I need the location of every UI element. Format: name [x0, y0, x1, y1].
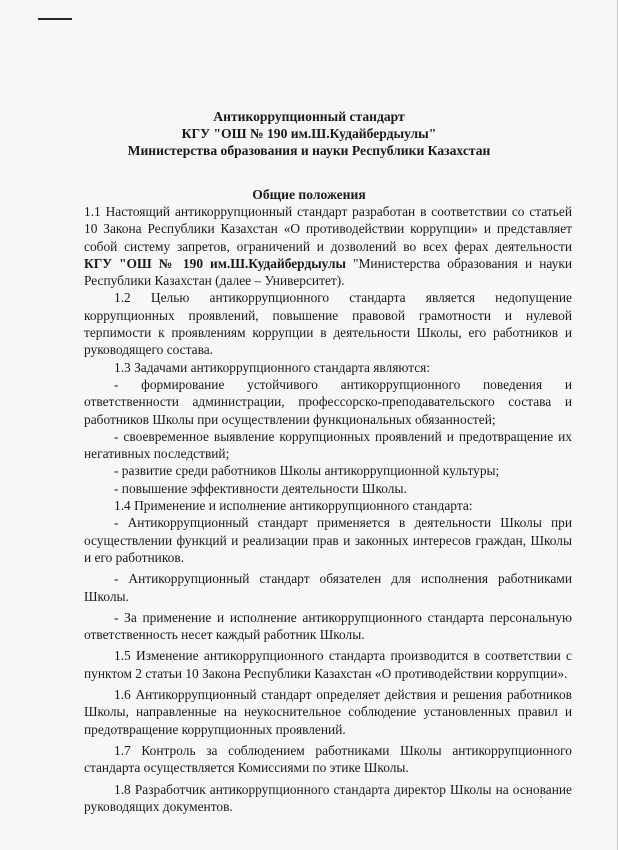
list-item: - Антикоррупционный стандарт применяется в деятельности Школы при осуществлении функций и реализации прав и законных интересов граждан, Школы и его работников. [84, 515, 572, 565]
list-item: - своевременное выявление коррупционных проявлений и предотвращение их негативных последствий; [84, 428, 572, 462]
paragraph-1-1-text: 1.1 Настоящий антикоррупционный стандарт разработан в соответствии со статьей 10 Закона Республики Казахстан «О противодействии коррупции» и представляет собой систему запретов, ограничений и дозволений во всех ферах деятельности [84, 204, 572, 254]
paragraph-1-7: 1.7 Контроль за соблюдением работниками Школы антикоррупционного стандарта осуществляется Комиссиями по этике Школы. [84, 742, 572, 776]
document-header [0, 108, 618, 159]
paragraph-1-2: 1.2 Целью антикоррупционного стандарта является недопущение коррупционных проявлений, повышение правовой грамотности и нулевой терпимости к проявлениям коррупции в деятельности Школы, его работников и руководящего состава. [84, 290, 572, 358]
paragraph-1-1-tail: "Министерства образования и науки Республики Казахстан (далее – Университет). [84, 255, 572, 289]
list-item: - формирование устойчивого антикоррупционного поведения и ответственности администрации, профессорско-преподавательского состава и работников Школы при осуществлении функциональных обязанностей; [84, 376, 572, 427]
paragraph-1-3: 1.3 Задачами антикоррупционного стандарта являются: [114, 359, 431, 375]
list-item: - развитие среди работников Школы антикоррупционной культуры; [114, 463, 500, 479]
paragraph-1-4: 1.4 Применение и исполнение антикоррупционного стандарта: [114, 498, 473, 514]
scan-mark [38, 18, 72, 20]
header-title: Антикоррупционный стандарт [213, 109, 405, 124]
list-item: - Антикоррупционный стандарт обязателен для исполнения работниками Школы. [84, 571, 572, 604]
header-ministry: Министерства образования и науки Республики Казахстан [127, 143, 491, 158]
section-title: Общие положения [252, 187, 366, 202]
paragraph-1-1-org: КГУ "ОШ № 190 им.Ш.Кудайбердыулы [84, 255, 346, 271]
paragraph-1-5: 1.5 Изменение антикоррупционного стандарта производится в соответствии с пунктом 2 статьи 10 Закона Республики Казахстан «О противодействии коррупции». [84, 648, 572, 681]
document-body [84, 203, 572, 815]
paragraph-1-6: 1.6 Антикоррупционный стандарт определяет действия и решения работников Школы, направленные на неукоснительное соблюдение установленных правил и предотвращение коррупционных проявлений. [84, 687, 572, 737]
paragraph-1-1 [84, 203, 572, 289]
paragraph-1-8: 1.8 Разработчик антикоррупционного стандарта директор Школы на основание руководящих документов. [84, 781, 572, 814]
scan-speck [540, 796, 542, 798]
list-item: - повышение эффективности деятельности Школы. [114, 480, 407, 496]
header-organization: КГУ "ОШ № 190 им.Ш.Кудайбердыулы" [181, 126, 437, 141]
list-item: - За применение и исполнение антикоррупционного стандарта персональную ответственность несет каждый работник Школы. [84, 609, 572, 643]
